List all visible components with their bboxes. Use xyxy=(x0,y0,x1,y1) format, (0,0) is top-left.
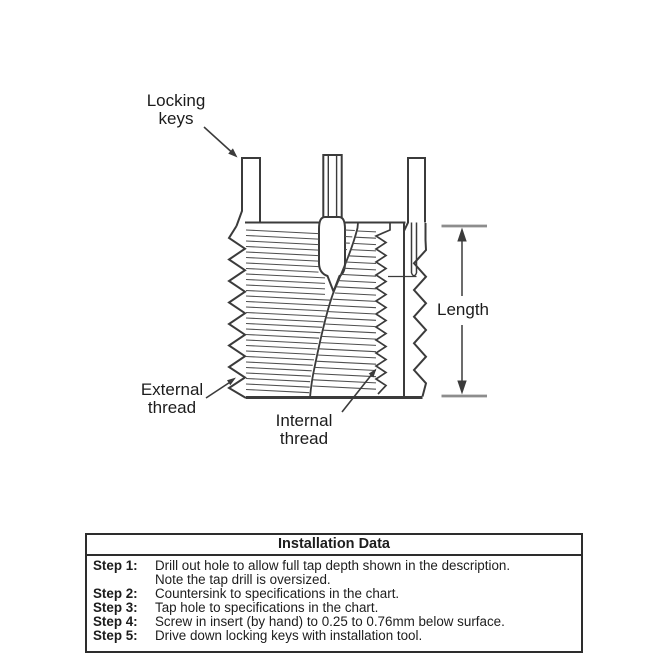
step-text-line: Screw in insert (by hand) to 0.25 to 0.76mm below surface. xyxy=(155,613,505,629)
dimension-arrow-up xyxy=(457,228,466,242)
step-text xyxy=(155,559,581,587)
thread-hatch-lines xyxy=(246,230,376,393)
step-text xyxy=(155,587,581,601)
length-label: Length xyxy=(437,300,489,319)
step-text xyxy=(155,615,581,629)
step-label: Step 4: xyxy=(93,613,138,629)
installation-step-row xyxy=(87,615,581,629)
internal-thread-label: Internal thread xyxy=(275,411,333,449)
step-label: Step 2: xyxy=(93,585,138,601)
locking-key-left xyxy=(237,158,261,226)
locking-keys-label: Locking keys xyxy=(146,91,206,129)
hatch-lines-path xyxy=(246,230,376,393)
external-thread-left-zigzag xyxy=(229,226,246,398)
internal-thread-zigzag xyxy=(376,223,390,395)
installation-step-row xyxy=(87,629,581,643)
step-text-line: Drive down locking keys with installation tool. xyxy=(155,627,423,643)
installation-data-title: Installation Data xyxy=(87,535,581,556)
locking-keys-leader-arrow xyxy=(204,127,238,158)
keyway-slot xyxy=(388,223,417,277)
external-thread-label: External thread xyxy=(140,380,204,418)
step-text xyxy=(155,601,581,615)
step-label: Step 3: xyxy=(93,599,138,615)
installation-data-table xyxy=(85,533,583,653)
installation-step-row xyxy=(87,587,581,601)
dimension-arrow-down xyxy=(457,381,466,395)
locking-key-right xyxy=(404,158,425,231)
step-text xyxy=(155,629,581,643)
step-label: Step 1: xyxy=(93,558,138,573)
locking-key-middle xyxy=(319,155,345,292)
installation-steps xyxy=(87,556,581,651)
step-text-line: Countersink to specifications in the chart. xyxy=(155,585,400,601)
step-text-line: Tap hole to specifications in the chart. xyxy=(155,599,379,615)
installation-step-row xyxy=(87,601,581,615)
step-label: Step 5: xyxy=(93,627,138,643)
step-text-line: Note the tap drill is oversized. xyxy=(155,571,331,587)
step-text-line: Drill out hole to allow full tap depth shown in the description. xyxy=(155,558,511,573)
installation-step-row xyxy=(87,559,581,587)
